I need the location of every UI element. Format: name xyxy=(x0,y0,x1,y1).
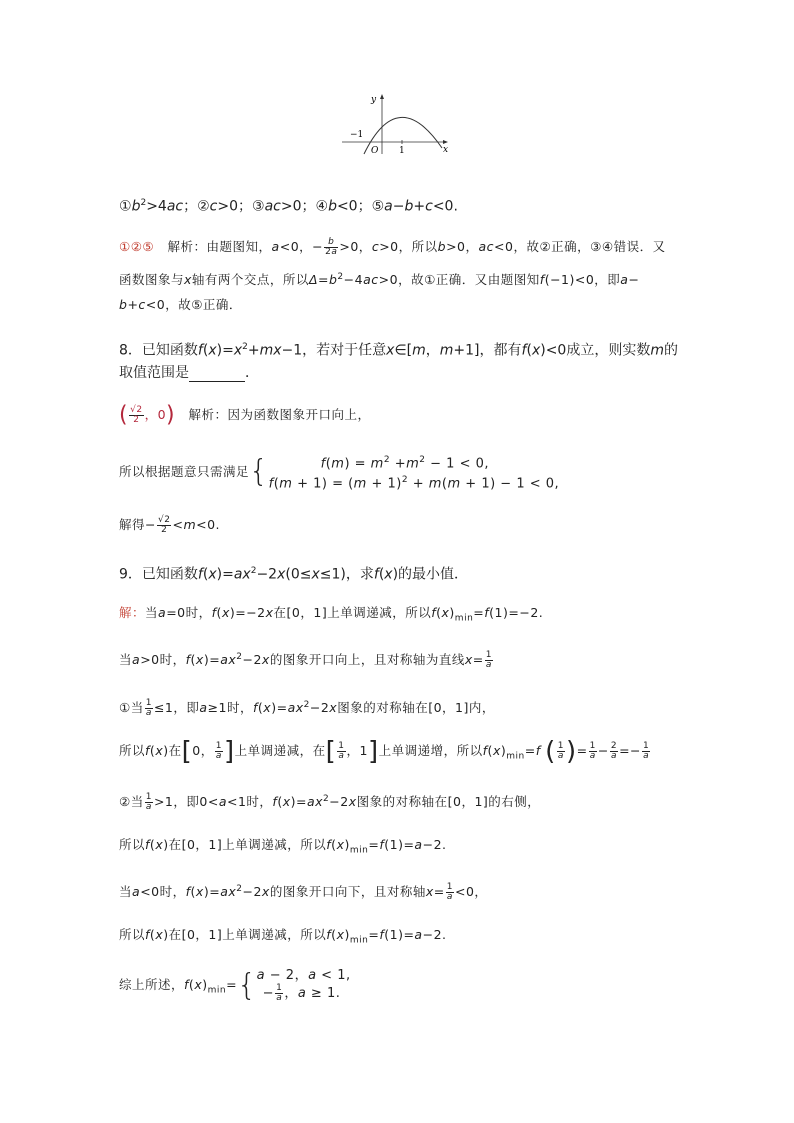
q9-line6: 所以f(x)在[0，1]上单调递减，所以$f(x)_{min}=f(1)=a-2$. xyxy=(119,837,447,856)
q8-sol2-prefix: 所以根据题意只需满足 xyxy=(119,463,250,479)
q7-answer: ①②⑤ xyxy=(119,239,155,254)
q8-answer: ( $\frac{√2}{2}$ ，0) xyxy=(119,402,176,428)
q8-answer-line xyxy=(119,402,371,428)
q8-sol1: 解析：因为函数图象开口向上， xyxy=(188,407,371,422)
q9-cases: a − 2，a < 1, − $\frac{1}{a}$ ，a ≥ 1. xyxy=(256,968,351,1003)
parabola-graph xyxy=(340,90,452,156)
q9-line4: 所以f(x)在[0， $\frac{1}{a}$ ]上单调递减，在[ $\frac{1}{a}$ ，1]上单调递增，所以$f(x)_{min}=f$ ( $\frac{1}{a}$ )= $\frac{1}{a}$ − $\frac{2}{a}$ =− $\frac{1}{a}$ xyxy=(119,736,650,767)
q7-analysis-line3: b+c<0，故⑤正确． xyxy=(119,297,242,312)
q8-system-line xyxy=(119,452,559,493)
q9-line7: 当a<0时，$f(x)=ax^2-2x$的图象开口向下，且对称轴x= $\frac{1}{a}$ <0， xyxy=(119,882,488,903)
q9-line2: 当a>0时，$f(x)=ax^2-2x$的图象开口向上，且对称轴为直线x= $\frac{1}{a}$ xyxy=(119,650,492,671)
q8-stem-line1: 8．已知函数$f(x)=x^2+mx-1$，若对于任意x∈[m，m+1]，都有f(x)<0成立，则实数m的 xyxy=(119,342,678,359)
neg-one-label: −1 xyxy=(350,130,364,140)
q9-jie: 解： xyxy=(119,605,146,620)
q7-analysis-line1: ①②⑤ 解析：由题图知，a<0，− $\frac{b}{2a}$ >0，c>0，所以b>0，ac<0，故②正确，③④错误．又 xyxy=(119,237,666,257)
q9-conclusion: 综上所述，$f(x)_{min}=${ a − 2，a < 1, − $\frac{1}{a}$ ，a ≥ 1. xyxy=(119,967,351,1003)
q9-line1: 解：当a=0时，f(x)=−2x在[0，1]上单调递减，所以$f(x)_{min}=f(1)=-2$. xyxy=(119,605,544,624)
q9-line8: 所以f(x)在[0，1]上单调递减，所以$f(x)_{min}=f(1)=a-2$. xyxy=(119,927,447,946)
origin-label: O xyxy=(371,146,379,156)
q7-statements: $①b^2>4ac$；②c>0；③ac>0；④b<0；⑤a−b+c<0. xyxy=(119,198,458,215)
q8-system: $f(m) = m^2 +m^2 - 1 < 0$, $f(m + 1) = (m + 1)^2 + m(m + 1) - 1 < 0$, xyxy=(268,455,560,492)
q8-result: 解得− $\frac{√2}{2}$ <m<0. xyxy=(119,515,221,535)
x-axis-label: x xyxy=(443,145,449,155)
x-axis-arrow xyxy=(443,140,448,144)
q7-analysis-line2: 函数图象与x轴有两个交点，所以$\Delta=b^2-4ac>0$，故①正确．又由题图知f(−1)<0，即a− xyxy=(119,272,640,288)
q9-stem: 9．已知函数$f(x)=ax^2-2x(0\le x\le 1)$，求f(x)的最小值． xyxy=(119,566,469,583)
answer-blank xyxy=(189,367,245,382)
fraction-b-2a: $\frac{b}{2a}$ xyxy=(325,237,338,257)
q9-line5: ②当 $\frac{1}{a}$ >1，即0<a<1时，$f(x)=ax^2-2x$图象的对称轴在[0，1]的右侧， xyxy=(119,792,541,813)
cases-brace: { xyxy=(237,967,257,1003)
q9-line3: ①当 $\frac{1}{a}$ ≤1，即a≥1时，$f(x)=ax^2-2x$图象的对称轴在[0，1]内， xyxy=(119,698,495,719)
q8-stem-line2: 取值范围是 ． xyxy=(119,365,259,381)
one-label: 1 xyxy=(399,146,405,156)
y-axis-label: y xyxy=(371,95,377,105)
y-axis-arrow xyxy=(380,94,384,99)
left-brace: { xyxy=(249,454,269,490)
